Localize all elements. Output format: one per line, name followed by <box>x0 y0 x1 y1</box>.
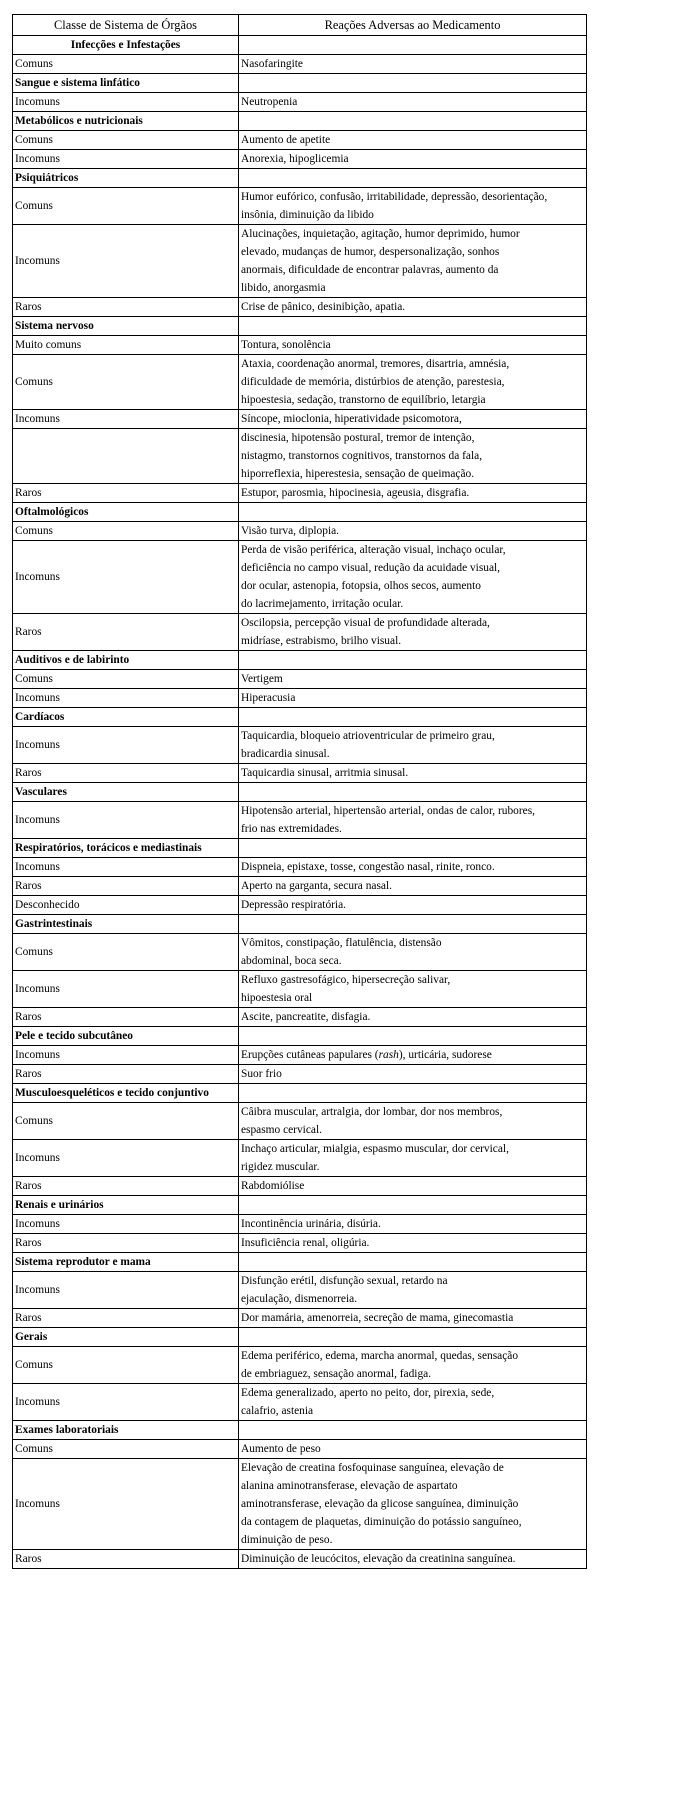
table-row <box>13 188 587 225</box>
table-row <box>13 1177 587 1196</box>
reactions-cell <box>239 1046 587 1065</box>
section-header-row <box>13 1027 587 1046</box>
reactions-cell <box>239 670 587 689</box>
table-row <box>13 484 587 503</box>
reactions-cell <box>239 1309 587 1328</box>
reaction-line: Perda de visão periférica, alteração visual, inchaço ocular, <box>241 544 506 556</box>
section-header-row <box>13 1084 587 1103</box>
section-title: Gerais <box>13 1328 239 1347</box>
reactions-cell <box>239 150 587 169</box>
table-row <box>13 1008 587 1027</box>
section-empty-cell <box>239 112 587 131</box>
section-title: Renais e urinários <box>13 1196 239 1215</box>
reaction-line: Humor eufórico, confusão, irritabilidade, depressão, desorientação, <box>241 191 548 203</box>
reactions-cell <box>239 1065 587 1084</box>
table-row <box>13 1046 587 1065</box>
section-empty-cell <box>239 1253 587 1272</box>
section-title: Infecções e Infestações <box>13 36 239 55</box>
reaction-line: Aumento de apetite <box>241 134 331 146</box>
frequency-cell: Incomuns <box>13 410 239 429</box>
frequency-cell: Comuns <box>13 1347 239 1384</box>
reaction-line: Disfunção erétil, disfunção sexual, retardo na <box>241 1275 448 1287</box>
header-organ-class: Classe de Sistema de Órgãos <box>13 15 239 36</box>
reactions-cell <box>239 1008 587 1027</box>
frequency-cell: Incomuns <box>13 541 239 614</box>
reactions-cell <box>239 877 587 896</box>
table-row <box>13 1347 587 1384</box>
table-row <box>13 1309 587 1328</box>
section-title: Sistema nervoso <box>13 317 239 336</box>
section-header-row <box>13 317 587 336</box>
table-row <box>13 93 587 112</box>
reaction-line: Hipotensão arterial, hipertensão arterial, ondas de calor, rubores, <box>241 805 535 817</box>
section-header-row <box>13 1253 587 1272</box>
frequency-cell: Raros <box>13 484 239 503</box>
reaction-line: anormais, dificuldade de encontrar palavras, aumento da <box>241 264 499 276</box>
frequency-cell: Raros <box>13 1309 239 1328</box>
reaction-line: Vômitos, constipação, flatulência, distensão <box>241 937 442 949</box>
table-row <box>13 689 587 708</box>
frequency-cell: Incomuns <box>13 727 239 764</box>
reactions-cell <box>239 858 587 877</box>
reactions-cell <box>239 298 587 317</box>
reactions-cell <box>239 355 587 410</box>
reactions-cell <box>239 764 587 783</box>
reaction-line: diminuição de peso. <box>241 1534 333 1546</box>
frequency-cell: Comuns <box>13 934 239 971</box>
reactions-cell <box>239 93 587 112</box>
table-row <box>13 355 587 410</box>
section-empty-cell <box>239 1328 587 1347</box>
frequency-cell: Incomuns <box>13 689 239 708</box>
section-title: Cardíacos <box>13 708 239 727</box>
reaction-line: dor ocular, astenopia, fotopsia, olhos secos, aumento <box>241 580 481 592</box>
frequency-cell: Comuns <box>13 55 239 74</box>
table-row <box>13 1550 587 1569</box>
frequency-cell: Comuns <box>13 522 239 541</box>
section-header-row <box>13 169 587 188</box>
reaction-line: aminotransferase, elevação da glicose sanguínea, diminuição <box>241 1498 519 1510</box>
reactions-cell <box>239 1103 587 1140</box>
table-row <box>13 429 587 484</box>
reactions-cell <box>239 484 587 503</box>
frequency-cell: Incomuns <box>13 858 239 877</box>
section-header-row <box>13 1421 587 1440</box>
table-row <box>13 1440 587 1459</box>
section-title: Exames laboratoriais <box>13 1421 239 1440</box>
reaction-line: Elevação de creatina fosfoquinase sanguínea, elevação de <box>241 1462 504 1474</box>
section-header-row <box>13 112 587 131</box>
table-row <box>13 764 587 783</box>
frequency-cell: Raros <box>13 1550 239 1569</box>
section-header-row <box>13 1328 587 1347</box>
table-row <box>13 934 587 971</box>
reaction-line: Visão turva, diplopia. <box>241 525 340 537</box>
frequency-cell: Raros <box>13 298 239 317</box>
reaction-line: Crise de pânico, desinibição, apatia. <box>241 301 406 313</box>
reactions-cell <box>239 802 587 839</box>
frequency-cell: Incomuns <box>13 93 239 112</box>
table-row <box>13 522 587 541</box>
reaction-line: abdominal, boca seca. <box>241 955 342 967</box>
section-empty-cell <box>239 317 587 336</box>
section-title: Sangue e sistema linfático <box>13 74 239 93</box>
frequency-cell <box>13 429 239 484</box>
table-row <box>13 1272 587 1309</box>
frequency-cell: Desconhecido <box>13 896 239 915</box>
section-empty-cell <box>239 1196 587 1215</box>
frequency-cell: Incomuns <box>13 1046 239 1065</box>
reaction-line: alanina aminotransferase, elevação de aspartato <box>241 1480 458 1492</box>
frequency-cell: Comuns <box>13 670 239 689</box>
reactions-cell <box>239 1384 587 1421</box>
section-header-row <box>13 503 587 522</box>
reaction-line: dificuldade de memória, distúrbios de atenção, parestesia, <box>241 376 505 388</box>
section-header-row <box>13 783 587 802</box>
section-title: Vasculares <box>13 783 239 802</box>
reactions-cell <box>239 934 587 971</box>
reaction-line: Aumento de peso <box>241 1443 321 1455</box>
reaction-line: Taquicardia sinusal, arritmia sinusal. <box>241 767 409 779</box>
reaction-line: Câibra muscular, artralgia, dor lombar, dor nos membros, <box>241 1106 503 1118</box>
reactions-cell <box>239 1272 587 1309</box>
table-row <box>13 55 587 74</box>
adverse-reactions-table <box>12 14 587 1569</box>
section-header-row <box>13 1196 587 1215</box>
table-row <box>13 150 587 169</box>
section-empty-cell <box>239 651 587 670</box>
frequency-cell: Raros <box>13 764 239 783</box>
frequency-cell: Incomuns <box>13 225 239 298</box>
reaction-line: Neutropenia <box>241 96 298 108</box>
reaction-line: rigidez muscular. <box>241 1161 320 1173</box>
reaction-line: Diminuição de leucócitos, elevação da creatinina sanguínea. <box>241 1553 516 1565</box>
table-row <box>13 1459 587 1550</box>
table-row <box>13 1065 587 1084</box>
table-row <box>13 1384 587 1421</box>
reaction-line: bradicardia sinusal. <box>241 748 330 760</box>
table-row <box>13 802 587 839</box>
section-header-row <box>13 36 587 55</box>
header-adverse-reactions: Reações Adversas ao Medicamento <box>239 15 587 36</box>
reactions-cell <box>239 429 587 484</box>
frequency-cell: Raros <box>13 1234 239 1253</box>
frequency-cell: Raros <box>13 614 239 651</box>
reaction-line: Edema periférico, edema, marcha anormal, quedas, sensação <box>241 1350 519 1362</box>
section-empty-cell <box>239 74 587 93</box>
reaction-line: Síncope, mioclonia, hiperatividade psicomotora, <box>241 413 462 425</box>
section-header-row <box>13 708 587 727</box>
reactions-cell <box>239 410 587 429</box>
table-body <box>13 36 587 1569</box>
adverse-reactions-table-container <box>12 14 586 1569</box>
reaction-line: espasmo cervical. <box>241 1124 322 1136</box>
reactions-cell <box>239 131 587 150</box>
table-row <box>13 131 587 150</box>
table-row <box>13 670 587 689</box>
table-row <box>13 877 587 896</box>
section-title: Psiquiátricos <box>13 169 239 188</box>
frequency-cell: Incomuns <box>13 802 239 839</box>
section-title: Oftalmológicos <box>13 503 239 522</box>
reaction-line: elevado, mudanças de humor, despersonalização, sonhos <box>241 246 500 258</box>
frequency-cell: Raros <box>13 877 239 896</box>
section-empty-cell <box>239 708 587 727</box>
table-row <box>13 298 587 317</box>
table-row <box>13 614 587 651</box>
reaction-line: Incontinência urinária, disúria. <box>241 1218 381 1230</box>
reaction-line: de embriaguez, sensação anormal, fadiga. <box>241 1368 432 1380</box>
reactions-cell <box>239 336 587 355</box>
reactions-cell <box>239 689 587 708</box>
reactions-cell <box>239 1347 587 1384</box>
section-header-row <box>13 651 587 670</box>
frequency-cell: Incomuns <box>13 1384 239 1421</box>
table-row <box>13 971 587 1008</box>
reactions-cell <box>239 614 587 651</box>
table-row <box>13 225 587 298</box>
reaction-line: Insuficiência renal, oligúria. <box>241 1237 370 1249</box>
reaction-line: libido, anorgasmia <box>241 282 326 294</box>
frequency-cell: Incomuns <box>13 1272 239 1309</box>
table-row <box>13 1234 587 1253</box>
frequency-cell: Muito comuns <box>13 336 239 355</box>
reactions-cell <box>239 896 587 915</box>
section-empty-cell <box>239 1084 587 1103</box>
frequency-cell: Incomuns <box>13 971 239 1008</box>
table-row <box>13 336 587 355</box>
section-title: Sistema reprodutor e mama <box>13 1253 239 1272</box>
reactions-cell <box>239 225 587 298</box>
reactions-cell <box>239 522 587 541</box>
reaction-line: nistagmo, transtornos cognitivos, transtornos da fala, <box>241 450 483 462</box>
reaction-line: Ascite, pancreatite, disfagia. <box>241 1011 371 1023</box>
table-header-row <box>13 15 587 36</box>
reaction-line: insônia, diminuição da libido <box>241 209 374 221</box>
reactions-cell <box>239 971 587 1008</box>
table-row <box>13 1103 587 1140</box>
reaction-line: Ataxia, coordenação anormal, tremores, disartria, amnésia, <box>241 358 510 370</box>
table-row <box>13 541 587 614</box>
reaction-line: Anorexia, hipoglicemia <box>241 153 349 165</box>
frequency-cell: Raros <box>13 1008 239 1027</box>
section-empty-cell <box>239 36 587 55</box>
table-row <box>13 858 587 877</box>
section-empty-cell <box>239 915 587 934</box>
reaction-line: ejaculação, dismenorreia. <box>241 1293 358 1305</box>
reaction-line: hipoestesia, sedação, transtorno de equilíbrio, letargia <box>241 394 486 406</box>
reaction-line: Dor mamária, amenorreia, secreção de mama, ginecomastia <box>241 1312 514 1324</box>
section-header-row <box>13 74 587 93</box>
reaction-line: Erupções cutâneas papulares (rash), urticária, sudorese <box>241 1049 492 1061</box>
reaction-line: Rabdomiólise <box>241 1180 305 1192</box>
section-title: Musculoesqueléticos e tecido conjuntivo <box>13 1084 239 1103</box>
frequency-cell: Comuns <box>13 131 239 150</box>
reaction-line: da contagem de plaquetas, diminuição do potássio sanguíneo, <box>241 1516 522 1528</box>
reactions-cell <box>239 1177 587 1196</box>
reaction-line: midríase, estrabismo, brilho visual. <box>241 635 402 647</box>
section-header-row <box>13 839 587 858</box>
frequency-cell: Incomuns <box>13 1140 239 1177</box>
reaction-line: do lacrimejamento, irritação ocular. <box>241 598 404 610</box>
reactions-cell <box>239 1215 587 1234</box>
reactions-cell <box>239 1459 587 1550</box>
reaction-line: Vertigem <box>241 673 283 685</box>
reaction-line: Oscilopsia, percepção visual de profundidade alterada, <box>241 617 490 629</box>
frequency-cell: Incomuns <box>13 1459 239 1550</box>
reactions-cell <box>239 1140 587 1177</box>
reaction-line: discinesia, hipotensão postural, tremor de intenção, <box>241 432 475 444</box>
section-title: Metabólicos e nutricionais <box>13 112 239 131</box>
table-row <box>13 1215 587 1234</box>
table-row <box>13 410 587 429</box>
section-title: Auditivos e de labirinto <box>13 651 239 670</box>
reaction-line: hiporreflexia, hiperestesia, sensação de queimação. <box>241 468 475 480</box>
reaction-line: Edema generalizado, aperto no peito, dor, pirexia, sede, <box>241 1387 495 1399</box>
section-empty-cell <box>239 1421 587 1440</box>
reaction-line: Inchaço articular, mialgia, espasmo muscular, dor cervical, <box>241 1143 509 1155</box>
reaction-line: Suor frio <box>241 1068 282 1080</box>
reactions-cell <box>239 541 587 614</box>
section-header-row <box>13 915 587 934</box>
frequency-cell: Incomuns <box>13 150 239 169</box>
frequency-cell: Comuns <box>13 188 239 225</box>
reaction-line: Dispneia, epistaxe, tosse, congestão nasal, rinite, ronco. <box>241 861 495 873</box>
table-row <box>13 896 587 915</box>
frequency-cell: Incomuns <box>13 1215 239 1234</box>
table-row <box>13 1140 587 1177</box>
reaction-line: Nasofaringite <box>241 58 303 70</box>
section-empty-cell <box>239 169 587 188</box>
section-empty-cell <box>239 503 587 522</box>
reactions-cell <box>239 55 587 74</box>
reaction-line: frio nas extremidades. <box>241 823 342 835</box>
reaction-line: deficiência no campo visual, redução da acuidade visual, <box>241 562 501 574</box>
section-empty-cell <box>239 1027 587 1046</box>
reaction-line: Hiperacusia <box>241 692 296 704</box>
reactions-cell <box>239 1550 587 1569</box>
reactions-cell <box>239 1440 587 1459</box>
reactions-cell <box>239 727 587 764</box>
reaction-line: Tontura, sonolência <box>241 339 331 351</box>
reaction-line: Alucinações, inquietação, agitação, humor deprimido, humor <box>241 228 520 240</box>
section-title: Pele e tecido subcutâneo <box>13 1027 239 1046</box>
table-row <box>13 727 587 764</box>
section-empty-cell <box>239 783 587 802</box>
frequency-cell: Comuns <box>13 1440 239 1459</box>
reaction-line: Depressão respiratória. <box>241 899 347 911</box>
section-empty-cell <box>239 839 587 858</box>
reactions-cell <box>239 188 587 225</box>
frequency-cell: Raros <box>13 1065 239 1084</box>
section-title: Gastrintestinais <box>13 915 239 934</box>
reaction-line: Taquicardia, bloqueio atrioventricular de primeiro grau, <box>241 730 495 742</box>
italic-term: rash <box>378 1049 399 1061</box>
frequency-cell: Raros <box>13 1177 239 1196</box>
reaction-line: Refluxo gastresofágico, hipersecreção salivar, <box>241 974 451 986</box>
reaction-line: Estupor, parosmia, hipocinesia, ageusia, disgrafia. <box>241 487 470 499</box>
frequency-cell: Comuns <box>13 355 239 410</box>
reaction-line: hipoestesia oral <box>241 992 313 1004</box>
reactions-cell <box>239 1234 587 1253</box>
section-title: Respiratórios, torácicos e mediastinais <box>13 839 239 858</box>
reaction-line: calafrio, astenia <box>241 1405 314 1417</box>
frequency-cell: Comuns <box>13 1103 239 1140</box>
reaction-line: Aperto na garganta, secura nasal. <box>241 880 392 892</box>
